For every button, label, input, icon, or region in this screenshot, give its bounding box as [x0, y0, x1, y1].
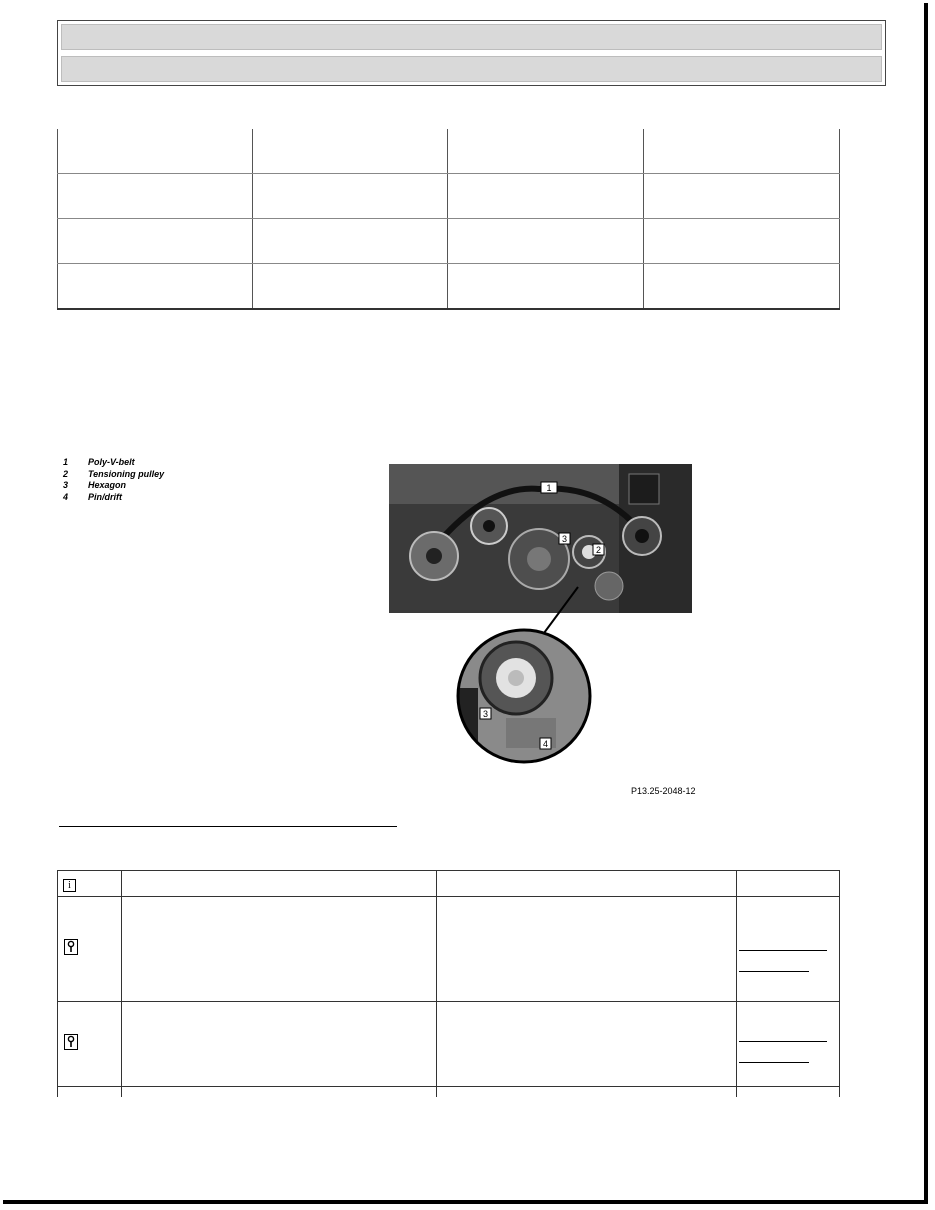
header-title-bar: [61, 24, 882, 50]
legend-item: 2 Tensioning pulley: [63, 468, 165, 479]
table-row: [58, 1087, 840, 1097]
info-icon: i: [63, 879, 76, 892]
legend-item: 3 Hexagon: [63, 480, 127, 490]
document-header: [57, 20, 886, 86]
wrench-icon: [64, 939, 78, 955]
reference-link[interactable]: [739, 950, 827, 951]
reference-link[interactable]: [739, 1041, 827, 1042]
table-row: [58, 219, 840, 264]
callout-label: 4: [542, 739, 549, 749]
wrench-icon: [64, 1034, 78, 1050]
table-row: [58, 264, 840, 310]
tensioner-detail-photo: [456, 628, 592, 764]
table-row: [58, 174, 840, 219]
procedure-table: [57, 870, 840, 1097]
table-row: [58, 129, 840, 174]
section-rule: [59, 826, 397, 827]
legend-item: 1 Poly-V-belt: [63, 457, 135, 467]
table-row: [58, 897, 840, 1002]
figure-legend: [63, 457, 164, 503]
legend-item: 4 Pin/drift: [63, 491, 122, 502]
reference-link[interactable]: [739, 971, 809, 972]
callout-label: 3: [561, 534, 568, 544]
callout-label: 1: [546, 483, 552, 493]
specification-table: [57, 129, 840, 310]
table-row: [58, 1002, 840, 1087]
header-subtitle-bar: [61, 56, 882, 82]
figure-id: P13.25-2048-12: [631, 786, 696, 796]
reference-link[interactable]: [739, 1062, 809, 1063]
table-header-row: [58, 871, 840, 897]
callout-label: 3: [482, 709, 489, 719]
callout-label: 2: [595, 545, 602, 555]
